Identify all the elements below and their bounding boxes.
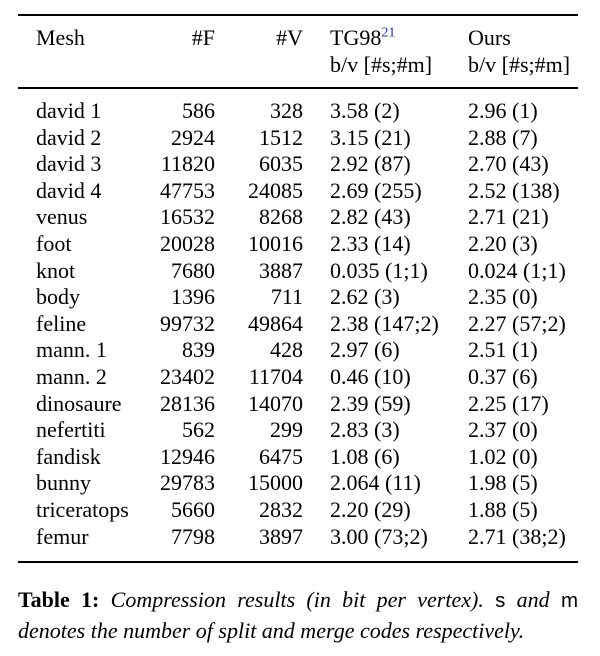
cell-vertices: 3897 [259,523,303,549]
table-row [18,125,578,152]
cell-tg98: 2.38 (147;2) [330,310,439,336]
cell-mesh: david 2 [36,124,102,150]
caption-segment: Compression results (in bit per vertex). [99,587,496,613]
cell-mesh: body [36,284,80,310]
header-ours-unit: b/v [#s;#m] [468,52,571,77]
cell-mesh: bunny [36,470,91,496]
cell-tg98: 2.33 (14) [330,230,411,256]
cell-mesh: femur [36,523,89,549]
cell-faces: 12946 [160,443,215,469]
cell-faces: 2924 [171,124,215,150]
table-row [18,231,578,258]
cell-tg98: 2.20 (29) [330,496,411,522]
cell-faces: 5660 [171,496,215,522]
cell-vertices: 8268 [259,204,303,230]
table-body [18,88,578,562]
cell-mesh: david 3 [36,151,102,177]
cell-ours: 2.88 (7) [468,124,538,150]
cell-tg98: 2.82 (43) [330,204,411,230]
table-row [18,417,578,444]
cell-tg98: 2.064 (11) [330,470,421,496]
table-row [18,497,578,524]
cell-vertices: 6475 [259,443,303,469]
table-row [18,204,578,231]
header-vertices: #V [215,15,303,88]
cell-faces: 1396 [171,284,215,310]
results-table [18,14,578,563]
cell-tg98: 2.69 (255) [330,177,422,203]
table-caption [18,585,578,646]
cell-faces: 16532 [160,204,215,230]
table-row [18,524,578,563]
cell-vertices: 711 [270,284,303,310]
table-row [18,444,578,471]
cell-faces: 839 [182,337,215,363]
caption-segment: denotes the number of split and merge codes respectively. [18,618,525,644]
caption-line1 [18,585,578,616]
cell-vertices: 11704 [248,363,303,389]
table-header [18,15,578,88]
caption-segment: Table 1: [18,587,100,613]
cell-ours: 1.88 (5) [468,496,538,522]
cell-ours: 0.37 (6) [468,363,538,389]
header-tg98-label: TG98 [330,25,382,50]
cell-mesh: fandisk [36,443,101,469]
caption-segment: s [495,589,506,613]
cell-ours: 2.35 (0) [468,284,538,310]
cell-faces: 99732 [160,310,215,336]
cell-tg98: 2.39 (59) [330,390,411,416]
header-ours-label: Ours [468,25,511,50]
table-row [18,258,578,285]
cell-tg98: 3.15 (21) [330,124,411,150]
cell-vertices: 2832 [259,496,303,522]
header-tg98-unit: b/v [#s;#m] [330,52,433,77]
cell-vertices: 299 [270,417,303,443]
cell-ours: 2.71 (21) [468,204,549,230]
cell-tg98: 2.62 (3) [330,284,400,310]
header-faces: #F [130,15,215,88]
cell-vertices: 15000 [248,470,303,496]
cell-ours: 2.51 (1) [468,337,538,363]
cell-mesh: david 4 [36,177,102,203]
cell-mesh: dinosaure [36,390,122,416]
cell-ours: 0.024 (1;1) [468,257,566,283]
citation-link-21[interactable]: 21 [381,25,396,41]
cell-vertices: 428 [270,337,303,363]
cell-faces: 562 [182,417,215,443]
table-row [18,391,578,418]
cell-tg98: 0.035 (1;1) [330,257,428,283]
cell-ours: 2.27 (57;2) [468,310,566,336]
cell-mesh: nefertiti [36,417,106,443]
cell-mesh: triceratops [36,496,129,522]
cell-mesh: knot [36,257,76,283]
cell-faces: 28136 [160,390,215,416]
cell-vertices: 24085 [248,177,303,203]
cell-vertices: 328 [270,98,303,123]
cell-faces: 20028 [160,230,215,256]
cell-mesh: feline [36,310,87,336]
header-tg98 [303,15,468,88]
cell-ours: 2.71 (38;2) [468,523,566,549]
header-row [18,15,578,88]
cell-vertices: 1512 [259,124,303,150]
cell-faces: 47753 [160,177,215,203]
cell-ours: 1.98 (5) [468,470,538,496]
cell-ours: 2.96 (1) [468,98,538,123]
cell-mesh: mann. 1 [36,337,107,363]
cell-faces: 586 [182,98,215,123]
cell-faces: 7798 [171,523,215,549]
cell-ours: 2.25 (17) [468,390,549,416]
header-ours [468,15,578,88]
table-row [18,88,578,125]
cell-mesh: foot [36,230,72,256]
cell-tg98: 2.97 (6) [330,337,400,363]
cell-ours: 2.70 (43) [468,151,549,177]
cell-ours: 1.02 (0) [468,443,538,469]
cell-mesh: mann. 2 [36,363,107,389]
header-mesh: Mesh [18,15,130,88]
cell-vertices: 3887 [259,257,303,283]
cell-vertices: 49864 [248,310,303,336]
table-row [18,364,578,391]
cell-ours: 2.52 (138) [468,177,560,203]
cell-vertices: 6035 [259,151,303,177]
table-row [18,178,578,205]
table-row [18,311,578,338]
caption-segment: m [560,589,579,613]
paper-page [0,14,600,656]
cell-tg98: 2.92 (87) [330,151,411,177]
caption-segment: and [505,587,561,613]
cell-mesh: david 1 [36,98,102,123]
cell-tg98: 3.00 (73;2) [330,523,428,549]
cell-mesh: venus [36,204,88,230]
cell-ours: 2.20 (3) [468,230,538,256]
cell-vertices: 10016 [248,230,303,256]
cell-faces: 29783 [160,470,215,496]
table-row [18,470,578,497]
cell-faces: 11820 [160,151,215,177]
table-row [18,337,578,364]
cell-faces: 7680 [171,257,215,283]
cell-tg98: 0.46 (10) [330,363,411,389]
cell-tg98: 3.58 (2) [330,98,400,123]
cell-vertices: 14070 [248,390,303,416]
cell-ours: 2.37 (0) [468,417,538,443]
table-row [18,151,578,178]
table-row [18,284,578,311]
cell-tg98: 2.83 (3) [330,417,400,443]
cell-faces: 23402 [160,363,215,389]
cell-tg98: 1.08 (6) [330,443,400,469]
header-tg98-title [330,24,468,51]
